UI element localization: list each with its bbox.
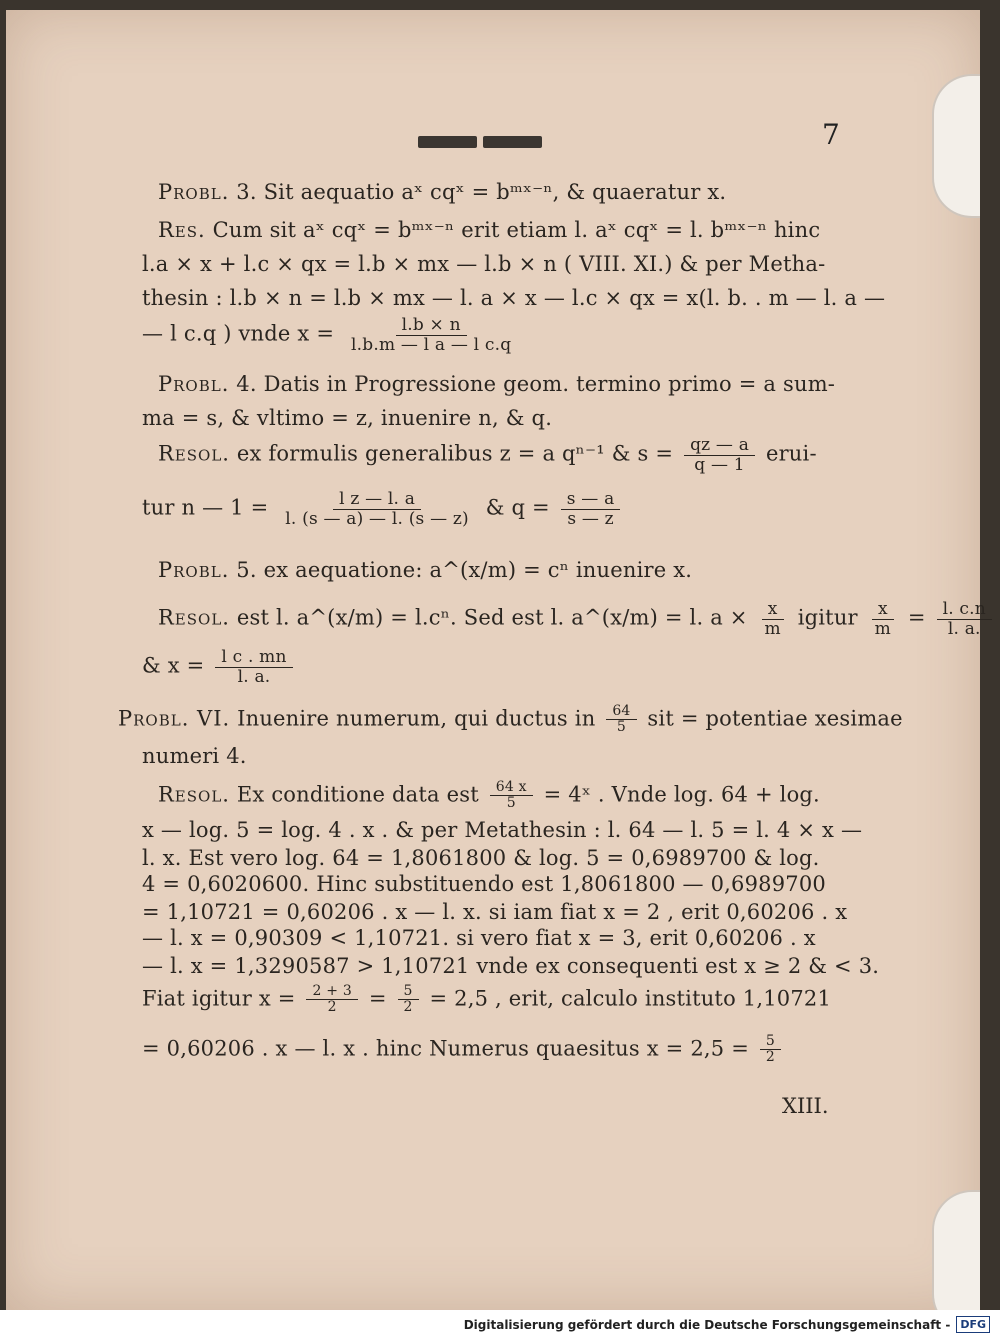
text-segment: — l c.q ) vnde x = [142, 321, 335, 346]
problem-text: 4. Datis in Progressione geom. termino primo = a sum- [236, 372, 836, 396]
fraction-denominator: q — 1 [694, 454, 745, 475]
resolution-label: Resol. [158, 441, 230, 466]
fraction-denominator: m [764, 618, 781, 639]
fraction-numerator: l. c.n [937, 600, 992, 620]
fraction-denominator: 2 [327, 999, 337, 1016]
fraction-denominator: l. a. [237, 666, 271, 687]
problem-text: 5. ex aequatione: a^(x/m) = cⁿ inuenire x. [236, 558, 693, 582]
text-segment: = 0,60206 . x — l. x . hinc Numerus quaesitus x = 2,5 = [142, 1036, 750, 1061]
text-segment: erui- [765, 441, 817, 466]
fraction-denominator: 2 [403, 999, 413, 1016]
fraction-numerator: 2 + 3 [306, 984, 357, 1000]
problem-label: Probl. [158, 558, 230, 582]
fraction [561, 490, 621, 528]
text-line [142, 1034, 785, 1066]
catchword: XIII. [782, 1094, 829, 1118]
fraction [606, 704, 636, 736]
text-line: thesin : l.b × n = l.b × mx — l. a × x — l.c × qx = x(l. b. . m — l. a — [142, 286, 886, 310]
resolution-line [158, 218, 820, 242]
text-line [142, 316, 521, 354]
text-line [142, 984, 831, 1016]
fraction [215, 648, 292, 686]
text-line: numeri 4. [142, 744, 247, 768]
text-segment: & x = [142, 653, 205, 678]
text-segment: = 2,5 , erit, calculo instituto 1,10721 [429, 986, 832, 1011]
fraction-denominator: 5 [616, 719, 626, 736]
resolution-line [158, 436, 817, 474]
text-segment: = [368, 986, 387, 1011]
fraction-numerator: qz — a [684, 436, 755, 456]
fraction-denominator: l.b.m — l a — l c.q [351, 334, 512, 355]
problem-text: 3. Sit aequatio aˣ cqˣ = bᵐˣ⁻ⁿ, & quaeratur x. [236, 180, 727, 204]
text-line: ma = s, & vltimo = z, inuenire n, & q. [142, 406, 553, 430]
fraction [398, 984, 419, 1016]
fraction-numerator: l c . mn [215, 648, 292, 668]
text-line: l. x. Est vero log. 64 = 1,8061800 & log. 5 = 0,6989700 & log. [142, 846, 820, 870]
text-segment: tur n — 1 = [142, 495, 269, 520]
dfg-logo: DFG [956, 1316, 990, 1333]
text-segment: Fiat igitur x = [142, 986, 296, 1011]
fraction-denominator: l. a. [947, 618, 981, 639]
resolution-label: Resol. [158, 605, 230, 630]
fraction-numerator: l z — l. a [333, 490, 421, 510]
fraction [279, 490, 475, 528]
text-segment: sit = potentiae xesimae [647, 706, 903, 731]
problem-label: Probl. [158, 180, 230, 204]
fraction [345, 316, 517, 354]
fraction-numerator: x [762, 600, 784, 620]
problem-label: Probl. [158, 372, 230, 396]
text-line: — l. x = 0,90309 < 1,10721. si vero fiat x = 3, erit 0,60206 . x [142, 926, 816, 950]
problem-5-line [158, 558, 692, 582]
resolution-line [158, 780, 820, 812]
text-line: — l. x = 1,3290587 > 1,10721 vnde ex consequenti est x ≥ 2 & < 3. [142, 954, 880, 978]
text-segment: Inuenire numerum, qui ductus in [237, 706, 596, 731]
fraction [684, 436, 755, 474]
text-line: 4 = 0,6020600. Hinc substituendo est 1,8061800 — 0,6989700 [142, 872, 826, 896]
fraction [937, 600, 992, 638]
text-line [142, 490, 624, 528]
binder-clip-top [932, 74, 980, 218]
problem-label: Probl. VI. [118, 706, 231, 731]
resolution-text: Cum sit aˣ cqˣ = bᵐˣ⁻ⁿ erit etiam l. aˣ cqˣ = l. bᵐˣ⁻ⁿ hinc [212, 218, 821, 242]
fraction-numerator: 64 [606, 704, 636, 720]
fraction [760, 1034, 781, 1066]
fraction-denominator: m [874, 618, 891, 639]
fraction [306, 984, 357, 1016]
fraction-numerator: l.b × n [396, 316, 467, 336]
problem-4-line [158, 372, 835, 396]
fraction-numerator: 64 x [490, 780, 533, 796]
fraction-denominator: 5 [506, 795, 516, 812]
text-segment: & q = [485, 495, 550, 520]
text-line [142, 648, 297, 686]
text-segment: igitur [797, 605, 858, 630]
fraction [758, 600, 786, 638]
resolution-label: Res. [158, 218, 206, 242]
digitization-footer [0, 1310, 1000, 1339]
fraction-denominator: s — z [567, 508, 614, 529]
text-segment: ex formulis generalibus z = a qⁿ⁻¹ & s = [236, 441, 674, 466]
fraction-numerator: x [872, 600, 894, 620]
text-line: l.a × x + l.c × qx = l.b × mx — l.b × n ( VIII. XI.) & per Metha- [142, 252, 826, 276]
text-line: = 1,10721 = 0,60206 . x — l. x. si iam fiat x = 2 , erit 0,60206 . x [142, 900, 848, 924]
page-number: 7 [822, 118, 840, 151]
text-segment: Ex conditione data est [236, 782, 479, 807]
fraction-numerator: 5 [398, 984, 419, 1000]
fraction-denominator: 2 [765, 1049, 776, 1066]
problem-3-line [158, 180, 726, 204]
header-ornament [418, 136, 542, 148]
text-line: x — log. 5 = log. 4 . x . & per Metathesin : l. 64 — l. 5 = l. 4 × x — [142, 818, 863, 842]
fraction [490, 780, 533, 812]
fraction-numerator: 5 [760, 1034, 781, 1050]
fraction-numerator: s — a [561, 490, 621, 510]
footer-text: Digitalisierung gefördert durch die Deutsche Forschungsgemeinschaft - [463, 1317, 951, 1332]
resolution-line [158, 600, 996, 638]
fraction [869, 600, 897, 638]
fraction-denominator: l. (s — a) — l. (s — z) [285, 508, 469, 529]
resolution-label: Resol. [158, 782, 230, 807]
text-segment: = [907, 605, 926, 630]
text-segment: est l. a^(x/m) = l.cⁿ. Sed est l. a^(x/m) = l. a × [236, 605, 748, 630]
problem-6-line [118, 704, 903, 736]
text-segment: = 4ˣ . Vnde log. 64 + log. [543, 782, 820, 807]
